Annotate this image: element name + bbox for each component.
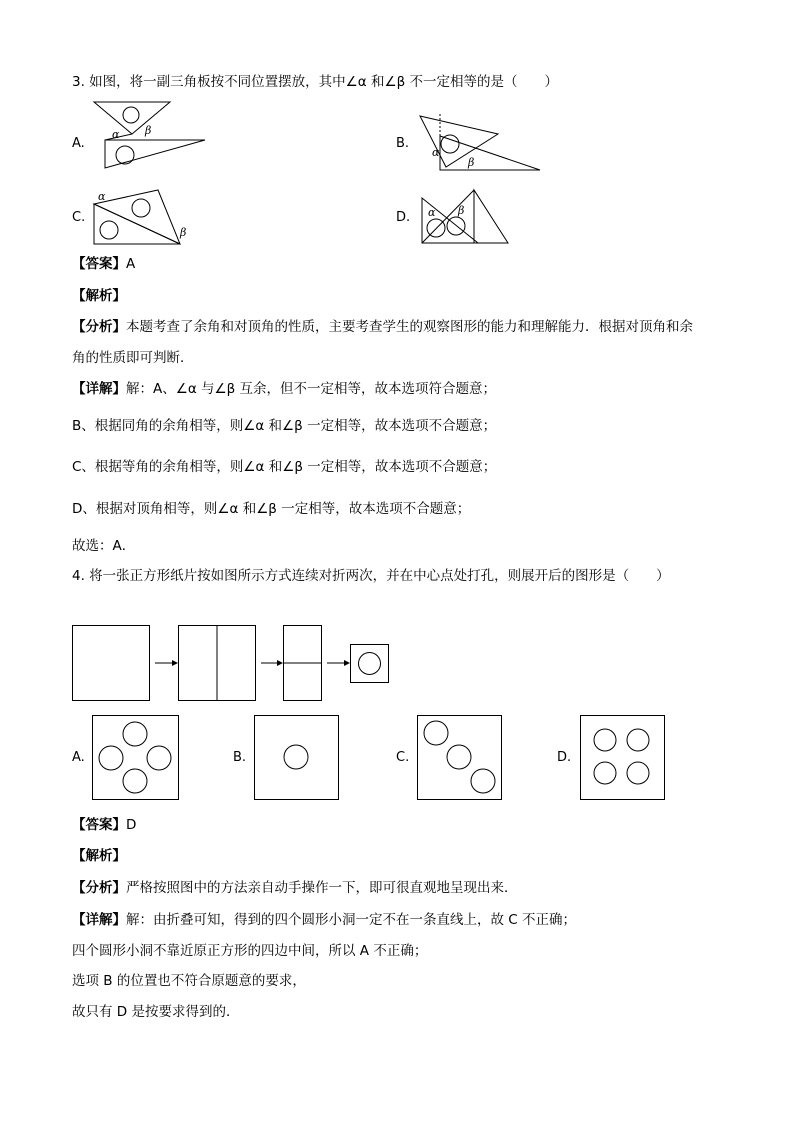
q3-option-d-label: D.	[396, 210, 411, 225]
q3-figure-b	[418, 112, 543, 174]
q3a-alpha: α	[112, 128, 120, 141]
q4-figure-a	[92, 715, 180, 801]
q3b-beta: β	[468, 156, 475, 169]
q4-option-a-label: A.	[72, 750, 85, 765]
q3-figure-a	[90, 100, 210, 170]
q3-analysis-header: 【解析】	[72, 288, 126, 304]
q3-detail-2: B、根据同角的余角相等，则∠α 和∠β 一定相等，故本选项不合题意；	[72, 418, 497, 434]
q4-analysis-header: 【解析】	[72, 848, 126, 864]
q4-detail-4: 故只有 D 是按要求得到的．	[72, 1004, 240, 1020]
q3a-beta: β	[145, 124, 152, 137]
q3-answer: 【答案】A	[72, 256, 136, 272]
q4-analysis: 【分析】严格按照图中的方法亲自动手操作一下，即可很直观地呈现出来．	[72, 880, 518, 896]
q3c-beta: β	[180, 226, 187, 239]
q3-analysis-cont: 角的性质即可判断．	[72, 350, 194, 366]
q4-question: 4. 将一张正方形纸片按如图所示方式连续对折两次，并在中心点处打孔，则展开后的图形是（ ）	[72, 568, 670, 584]
q4-option-b-label: B.	[233, 750, 247, 765]
q3-detail-3: C、根据等角的余角相等，则∠α 和∠β 一定相等，故本选项不合题意；	[72, 459, 497, 475]
q3b-alpha: α	[432, 146, 440, 159]
q3-figure-d	[418, 188, 513, 246]
q3-option-a-label: A.	[72, 136, 85, 151]
q4-folding-sequence	[72, 625, 392, 703]
q4-option-d-label: D.	[557, 750, 572, 765]
q4-option-c-label: C.	[396, 750, 410, 765]
q3-figure-c	[88, 186, 198, 248]
q3-option-b-label: B.	[396, 136, 410, 151]
q4-figure-b	[254, 715, 340, 801]
q3-conclusion: 故选：A．	[72, 538, 136, 554]
q4-figure-d	[580, 715, 666, 801]
q3-option-c-label: C.	[72, 210, 86, 225]
q3-detail-4: D、根据对顶角相等，则∠α 和∠β 一定相等，故本选项不合题意；	[72, 501, 471, 517]
q4-detail-3: 选项 B 的位置也不符合原题意的要求，	[72, 973, 306, 989]
q3d-alpha: α	[428, 206, 436, 219]
q4-figure-c	[417, 715, 503, 801]
q3-analysis: 【分析】本题考查了余角和对顶角的性质，主要考查学生的观察图形的能力和理解能力．根据对顶角和余	[72, 319, 693, 335]
q3-detail-1: 【详解】解：A、∠α 与∠β 互余，但不一定相等，故本选项符合题意；	[72, 381, 497, 397]
q4-detail-2: 四个圆形小洞不靠近原正方形的四边中间，所以 A 不正确；	[72, 943, 428, 959]
q4-answer: 【答案】D	[72, 817, 137, 833]
q3-question: 3. 如图，将一副三角板按不同位置摆放，其中∠α 和∠β 不一定相等的是（ ）	[72, 74, 558, 90]
q3c-alpha: α	[98, 190, 106, 203]
q3d-beta: β	[458, 204, 465, 217]
q4-detail-1: 【详解】解：由折叠可知，得到的四个圆形小洞一定不在一条直线上，故 C 不正确；	[72, 912, 577, 928]
